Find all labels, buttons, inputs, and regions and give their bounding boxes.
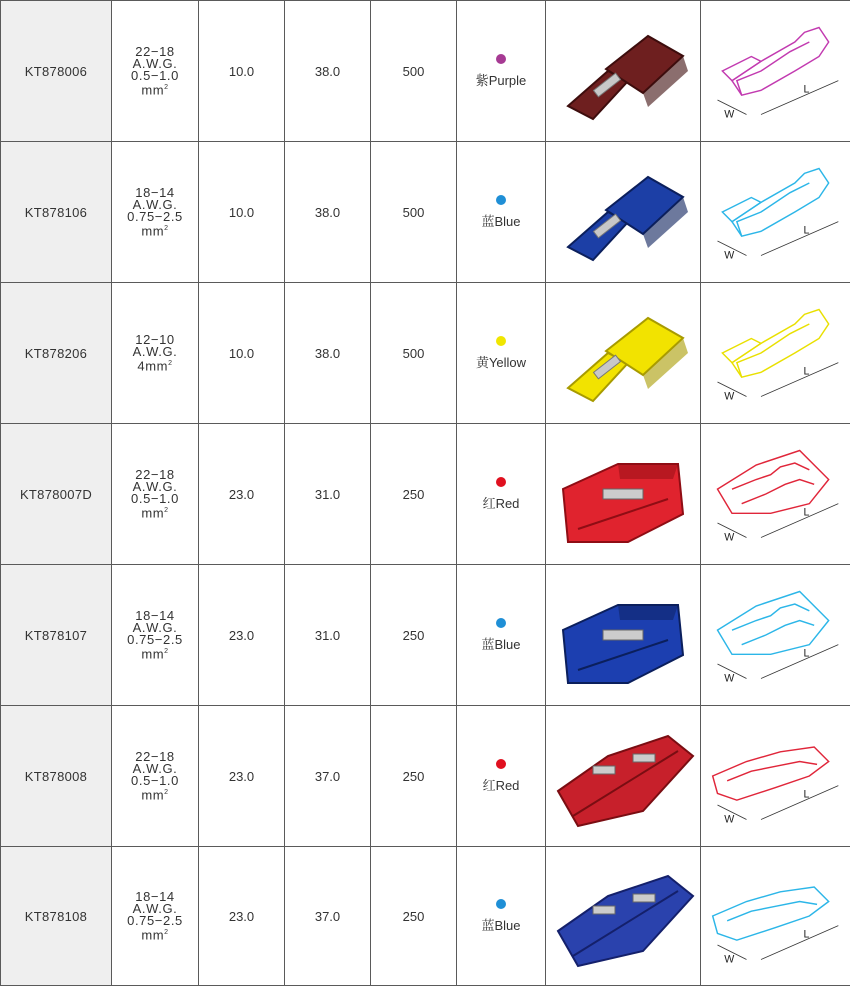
spec-value-v3: 500 [371,283,457,424]
wire-range-line: 0.75−2.5 [127,208,183,224]
length-label: L [803,928,810,941]
wire-range-line: A.W.G. [132,343,178,359]
color-dot-icon [496,195,506,205]
wire-range-line: 22−18 [135,43,175,59]
wire-range-line: $4mm^2$ [137,358,173,374]
connector-drawing-shape [718,592,829,655]
spec-value-v3: 500 [371,142,457,283]
color-cell [457,847,546,986]
color-label: 蓝Blue [481,636,521,652]
spec-value-v2: 31.0 [285,565,371,706]
spec-value-v3: 250 [371,706,457,847]
wire-range-line: 18−14 [135,607,175,623]
connector-drawing-shape [713,887,829,940]
color-dot-icon [496,759,506,769]
color-label: 蓝Blue [481,917,521,933]
connector-drawing [701,847,850,986]
connector-photo [546,565,701,706]
spec-value-v2: 38.0 [285,1,371,142]
dimension-lines [718,645,839,679]
connector-photo-shape [563,605,683,683]
connector-drawing [701,424,850,565]
connector-photo [546,1,701,142]
length-label: L [803,365,810,378]
wire-range-line: $mm^2$ [141,927,169,943]
wire-range-line: 0.75−2.5 [127,631,183,647]
color-label: 红Red [482,495,520,511]
table-row [1,142,850,283]
width-label: W [724,813,735,826]
table-row [1,424,850,565]
spec-value-v2: 31.0 [285,424,371,565]
table-row [1,847,850,986]
spec-value-v2: 37.0 [285,847,371,986]
spec-value-v3: 500 [371,1,457,142]
model-number: KT878206 [1,283,112,424]
wire-range-line: $mm^2$ [141,646,169,662]
connector-photo-shape [558,736,693,826]
length-label: L [803,83,810,96]
wire-range-line: 0.5−1.0 [131,772,179,788]
wire-range [112,424,199,565]
spec-value-v1: 10.0 [199,283,285,424]
wire-range-line: $mm^2$ [141,82,169,98]
connector-photo [546,283,701,424]
connector-photo-shape [558,876,693,966]
wire-range-line: 12−10 [135,331,175,347]
table-row [1,706,850,847]
length-label: L [803,506,810,519]
color-cell [457,1,546,142]
spec-value-v2: 38.0 [285,283,371,424]
spec-value-v3: 250 [371,565,457,706]
color-label: 蓝Blue [481,213,521,229]
table-body [1,1,850,986]
connector-drawing [701,565,850,706]
connector-photo-shape [568,177,688,260]
wire-range-line: A.W.G. [132,900,178,916]
connector-drawing [701,1,850,142]
wire-range-line: 22−18 [135,748,175,764]
wire-range-line: A.W.G. [132,760,178,776]
wire-range-line: A.W.G. [132,478,178,494]
length-label: L [803,224,810,237]
wire-range-line: 0.5−1.0 [131,67,179,83]
table-row [1,565,850,706]
connector-drawing-shape [713,747,829,800]
spec-value-v1: 23.0 [199,847,285,986]
color-label: 黄Yellow [475,354,527,370]
spec-value-v3: 250 [371,847,457,986]
color-dot-icon [496,618,506,628]
color-label: 紫Purple [475,72,527,88]
wire-range-line: 0.75−2.5 [127,912,183,928]
table-row [1,1,850,142]
connector-photo [546,142,701,283]
wire-range-line: 18−14 [135,888,175,904]
connector-drawing [701,283,850,424]
wire-range-line: A.W.G. [132,619,178,635]
model-number: KT878106 [1,142,112,283]
spec-value-v1: 10.0 [199,142,285,283]
wire-range-line: $mm^2$ [141,505,169,521]
wire-range [112,706,199,847]
dimension-lines [718,926,839,960]
color-cell [457,283,546,424]
spec-value-v2: 38.0 [285,142,371,283]
connector-drawing-shape [718,451,829,514]
model-number: KT878108 [1,847,112,986]
color-cell [457,706,546,847]
spec-value-v3: 250 [371,424,457,565]
color-dot-icon [496,54,506,64]
width-label: W [724,108,735,121]
length-label: L [803,788,810,801]
color-cell [457,565,546,706]
connector-photo-shape [563,464,683,542]
dimension-lines [718,504,839,538]
connector-photo [546,424,701,565]
connector-drawing-shape [722,28,828,96]
model-number: KT878007D [1,424,112,565]
wire-range [112,565,199,706]
connector-drawing [701,142,850,283]
width-label: W [724,390,735,403]
connector-photo-shape [568,36,688,119]
color-label: 红Red [482,777,520,793]
spec-value-v1: 23.0 [199,565,285,706]
dimension-lines [718,786,839,820]
wire-range-line: 22−18 [135,466,175,482]
wire-range-line: A.W.G. [132,55,178,71]
connector-photo-shape [568,318,688,401]
color-dot-icon [496,477,506,487]
width-label: W [724,249,735,262]
wire-range [112,847,199,986]
wire-range-line: 18−14 [135,184,175,200]
length-label: L [803,647,810,660]
wire-range [112,283,199,424]
connector-photo [546,706,701,847]
model-number: KT878107 [1,565,112,706]
wire-range-line: $mm^2$ [141,223,169,239]
spec-value-v1: 10.0 [199,1,285,142]
spec-value-v1: 23.0 [199,424,285,565]
color-cell [457,424,546,565]
connector-photo [546,847,701,986]
table-row [1,283,850,424]
connector-drawing-shape [722,310,828,378]
width-label: W [724,672,735,685]
wire-range [112,1,199,142]
width-label: W [724,531,735,544]
color-cell [457,142,546,283]
model-number: KT878008 [1,706,112,847]
width-label: W [724,953,735,966]
wire-range-line: 0.5−1.0 [131,490,179,506]
spec-value-v2: 37.0 [285,706,371,847]
wire-range-line: $mm^2$ [141,787,169,803]
color-dot-icon [496,899,506,909]
connector-drawing-shape [722,169,828,237]
connector-drawing [701,706,850,847]
spec-value-v1: 23.0 [199,706,285,847]
color-dot-icon [496,336,506,346]
wire-range-line: A.W.G. [132,196,178,212]
wire-range [112,142,199,283]
model-number: KT878006 [1,1,112,142]
